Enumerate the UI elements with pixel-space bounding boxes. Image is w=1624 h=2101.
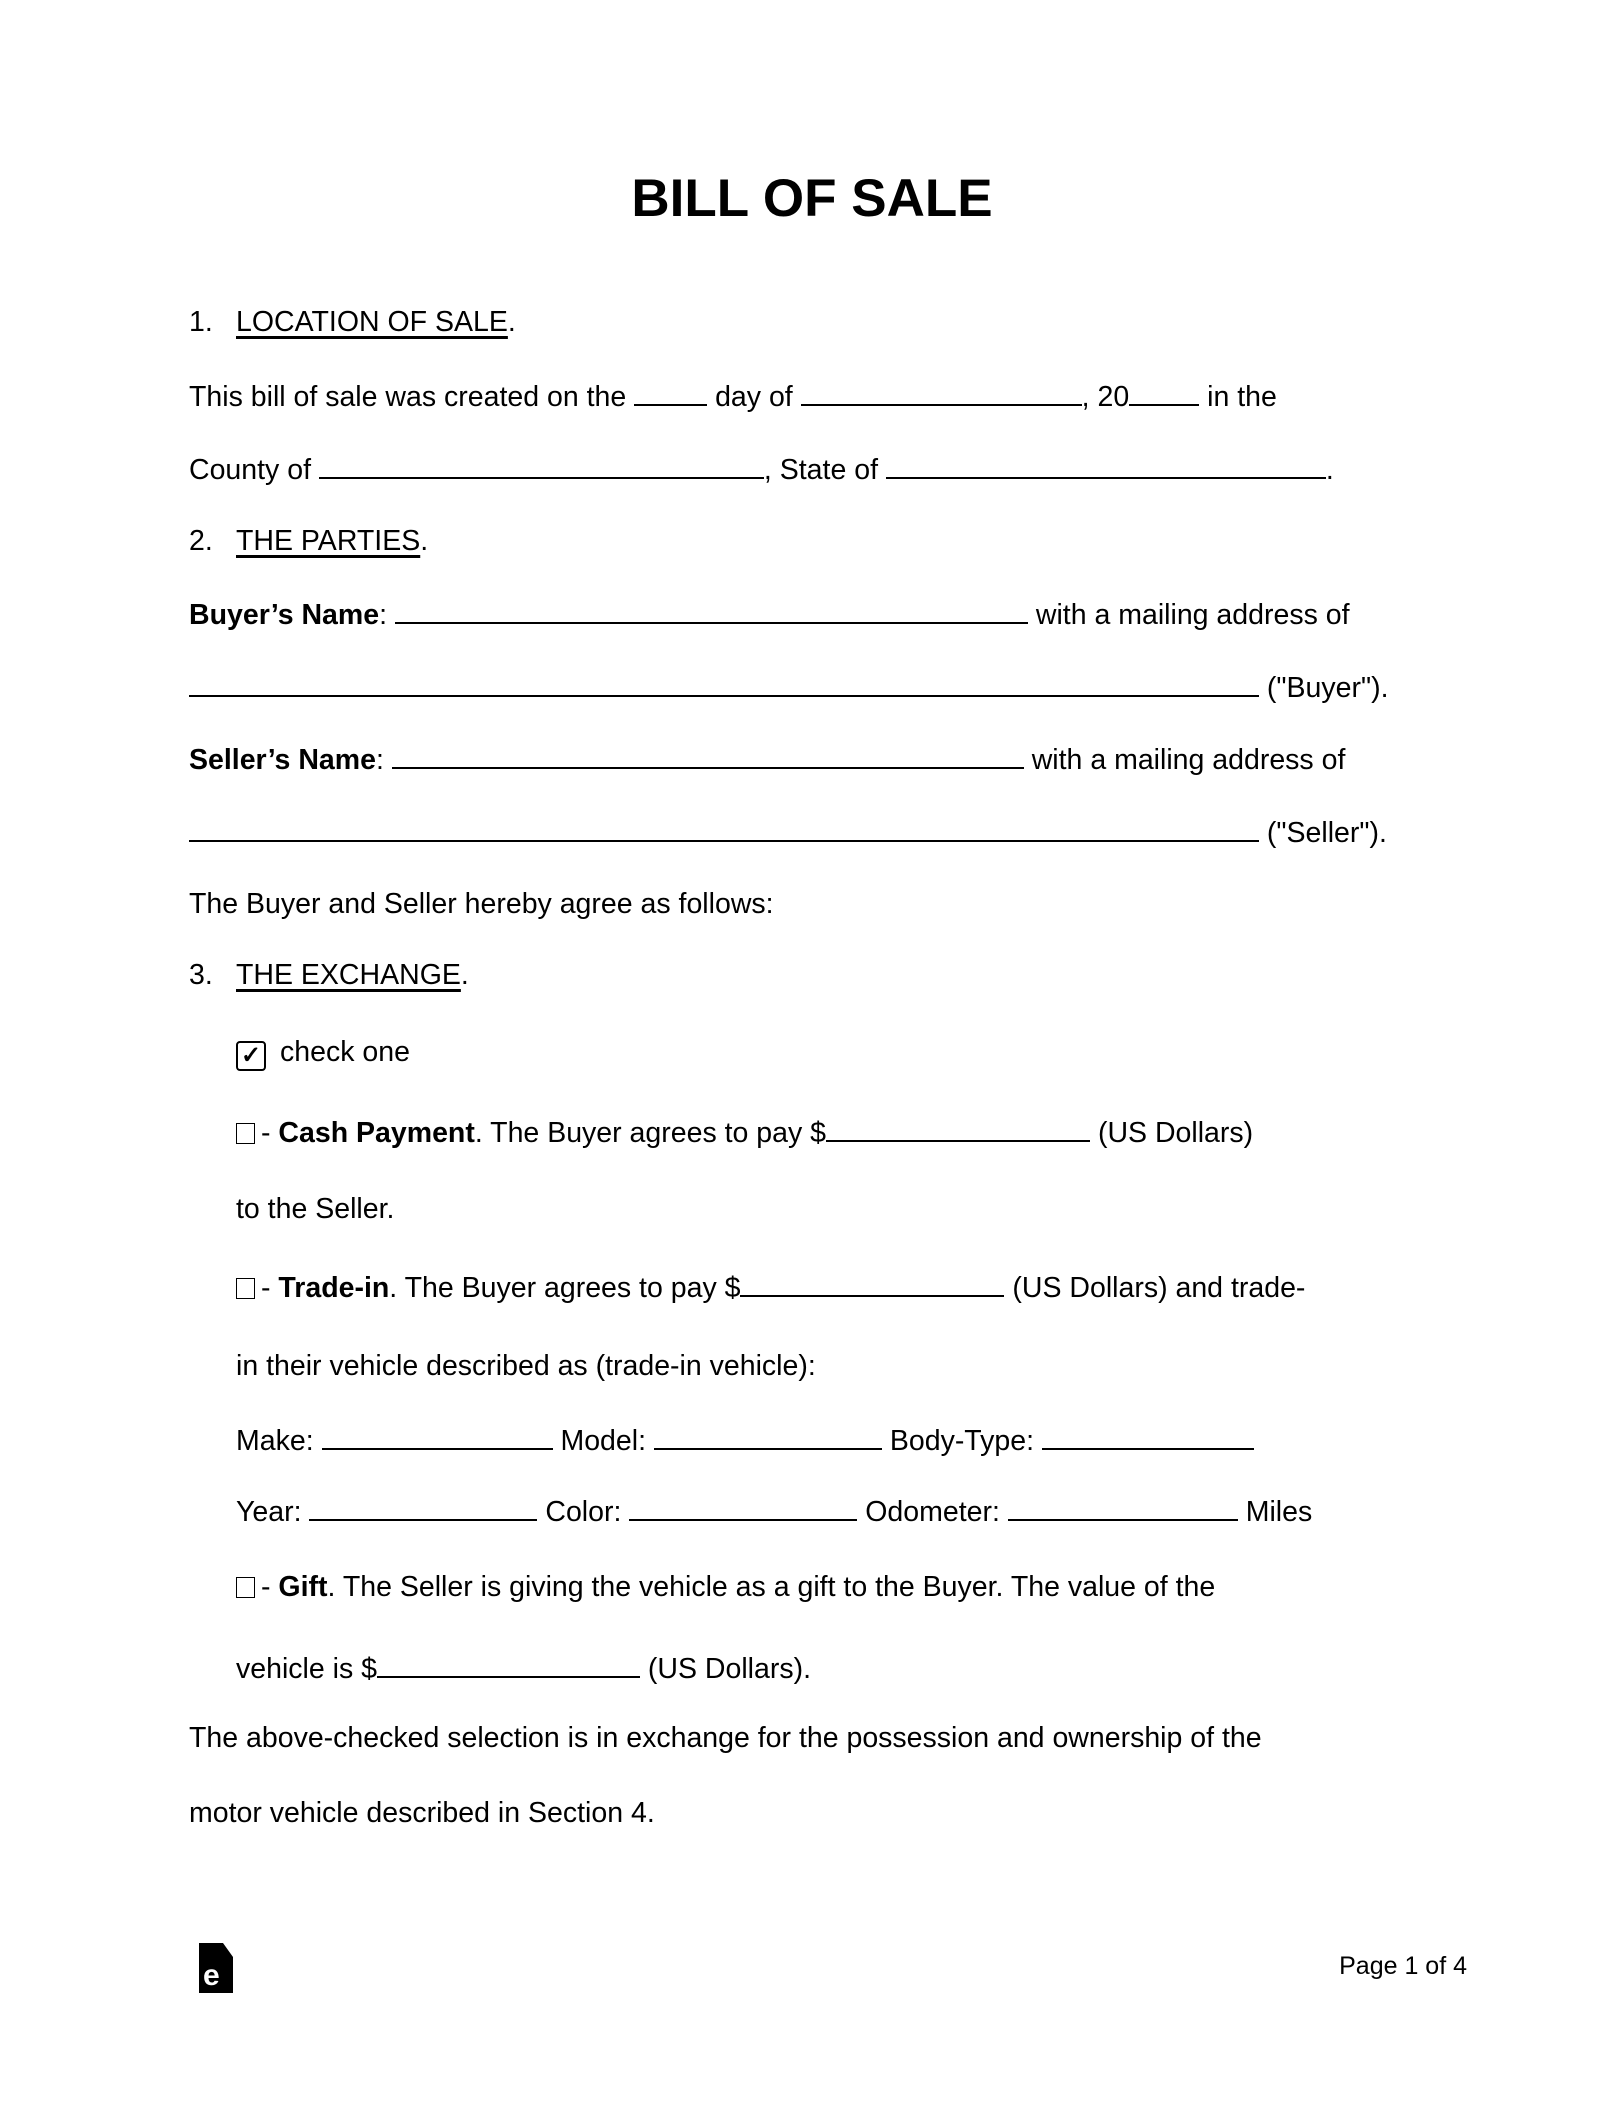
- to-seller-text: to the Seller.: [236, 1193, 395, 1225]
- seller-address-line: ("Seller").: [189, 814, 1387, 850]
- cash-payment-option: - Cash Payment. The Buyer agrees to pay $ (US Dollars): [236, 1114, 1253, 1150]
- check-one-line: ✓ check one: [236, 1035, 410, 1071]
- body-type-blank[interactable]: [1042, 1422, 1254, 1450]
- gift-option: - Gift. The Seller is giving the vehicle as a gift to the Buyer. The value of the: [236, 1570, 1215, 1604]
- agreement-text: The Buyer and Seller hereby agree as follows:: [189, 888, 774, 920]
- document-title: BILL OF SALE: [631, 169, 993, 228]
- closing-text-1: The above-checked selection is in exchange for the possession and ownership of the: [189, 1722, 1262, 1754]
- county-state-line: County of , State of .: [189, 451, 1334, 487]
- buyer-address-line: ("Buyer").: [189, 669, 1389, 705]
- buyer-name-line: Buyer’s Name: with a mailing address of: [189, 596, 1350, 632]
- sale-date-line: This bill of sale was created on the day of , 20 in the: [189, 378, 1277, 414]
- model-blank[interactable]: [654, 1422, 882, 1450]
- trade-in-description: in their vehicle described as (trade-in vehicle):: [236, 1350, 816, 1382]
- trade-in-checkbox[interactable]: [236, 1278, 255, 1299]
- seller-name-blank[interactable]: [392, 741, 1024, 769]
- section-3-heading: 3. THE EXCHANGE.: [189, 959, 469, 991]
- buyer-address-blank[interactable]: [189, 669, 1259, 697]
- color-blank[interactable]: [629, 1493, 857, 1521]
- section-2-heading: 2. THE PARTIES.: [189, 525, 429, 557]
- section-1-heading: 1. LOCATION OF SALE.: [189, 306, 516, 338]
- cash-checkbox[interactable]: [236, 1123, 255, 1144]
- county-blank[interactable]: [319, 451, 764, 479]
- year-blank[interactable]: [1129, 378, 1199, 406]
- checkmark-icon: ✓: [236, 1041, 266, 1071]
- cash-amount-blank[interactable]: [826, 1114, 1090, 1142]
- make-blank[interactable]: [322, 1422, 553, 1450]
- seller-address-blank[interactable]: [189, 814, 1259, 842]
- vehicle-line-1: Make: Model: Body-Type:: [236, 1422, 1254, 1458]
- gift-value-line: vehicle is $ (US Dollars).: [236, 1650, 811, 1686]
- month-blank[interactable]: [801, 378, 1082, 406]
- closing-text-2: motor vehicle described in Section 4.: [189, 1797, 655, 1829]
- trade-amount-blank[interactable]: [740, 1269, 1004, 1297]
- vehicle-line-2: Year: Color: Odometer: Miles: [236, 1493, 1312, 1529]
- year-field-blank[interactable]: [309, 1493, 537, 1521]
- day-blank[interactable]: [634, 378, 707, 406]
- seller-name-line: Seller’s Name: with a mailing address of: [189, 741, 1345, 777]
- gift-amount-blank[interactable]: [377, 1650, 640, 1678]
- trade-in-option: - Trade-in. The Buyer agrees to pay $ (US Dollars) and trade-: [236, 1269, 1305, 1305]
- odometer-blank[interactable]: [1008, 1493, 1238, 1521]
- eforms-logo-icon: e: [199, 1943, 233, 1993]
- buyer-name-blank[interactable]: [395, 596, 1028, 624]
- page-number: Page 1 of 4: [1339, 1952, 1467, 1980]
- gift-checkbox[interactable]: [236, 1577, 255, 1598]
- state-blank[interactable]: [886, 451, 1326, 479]
